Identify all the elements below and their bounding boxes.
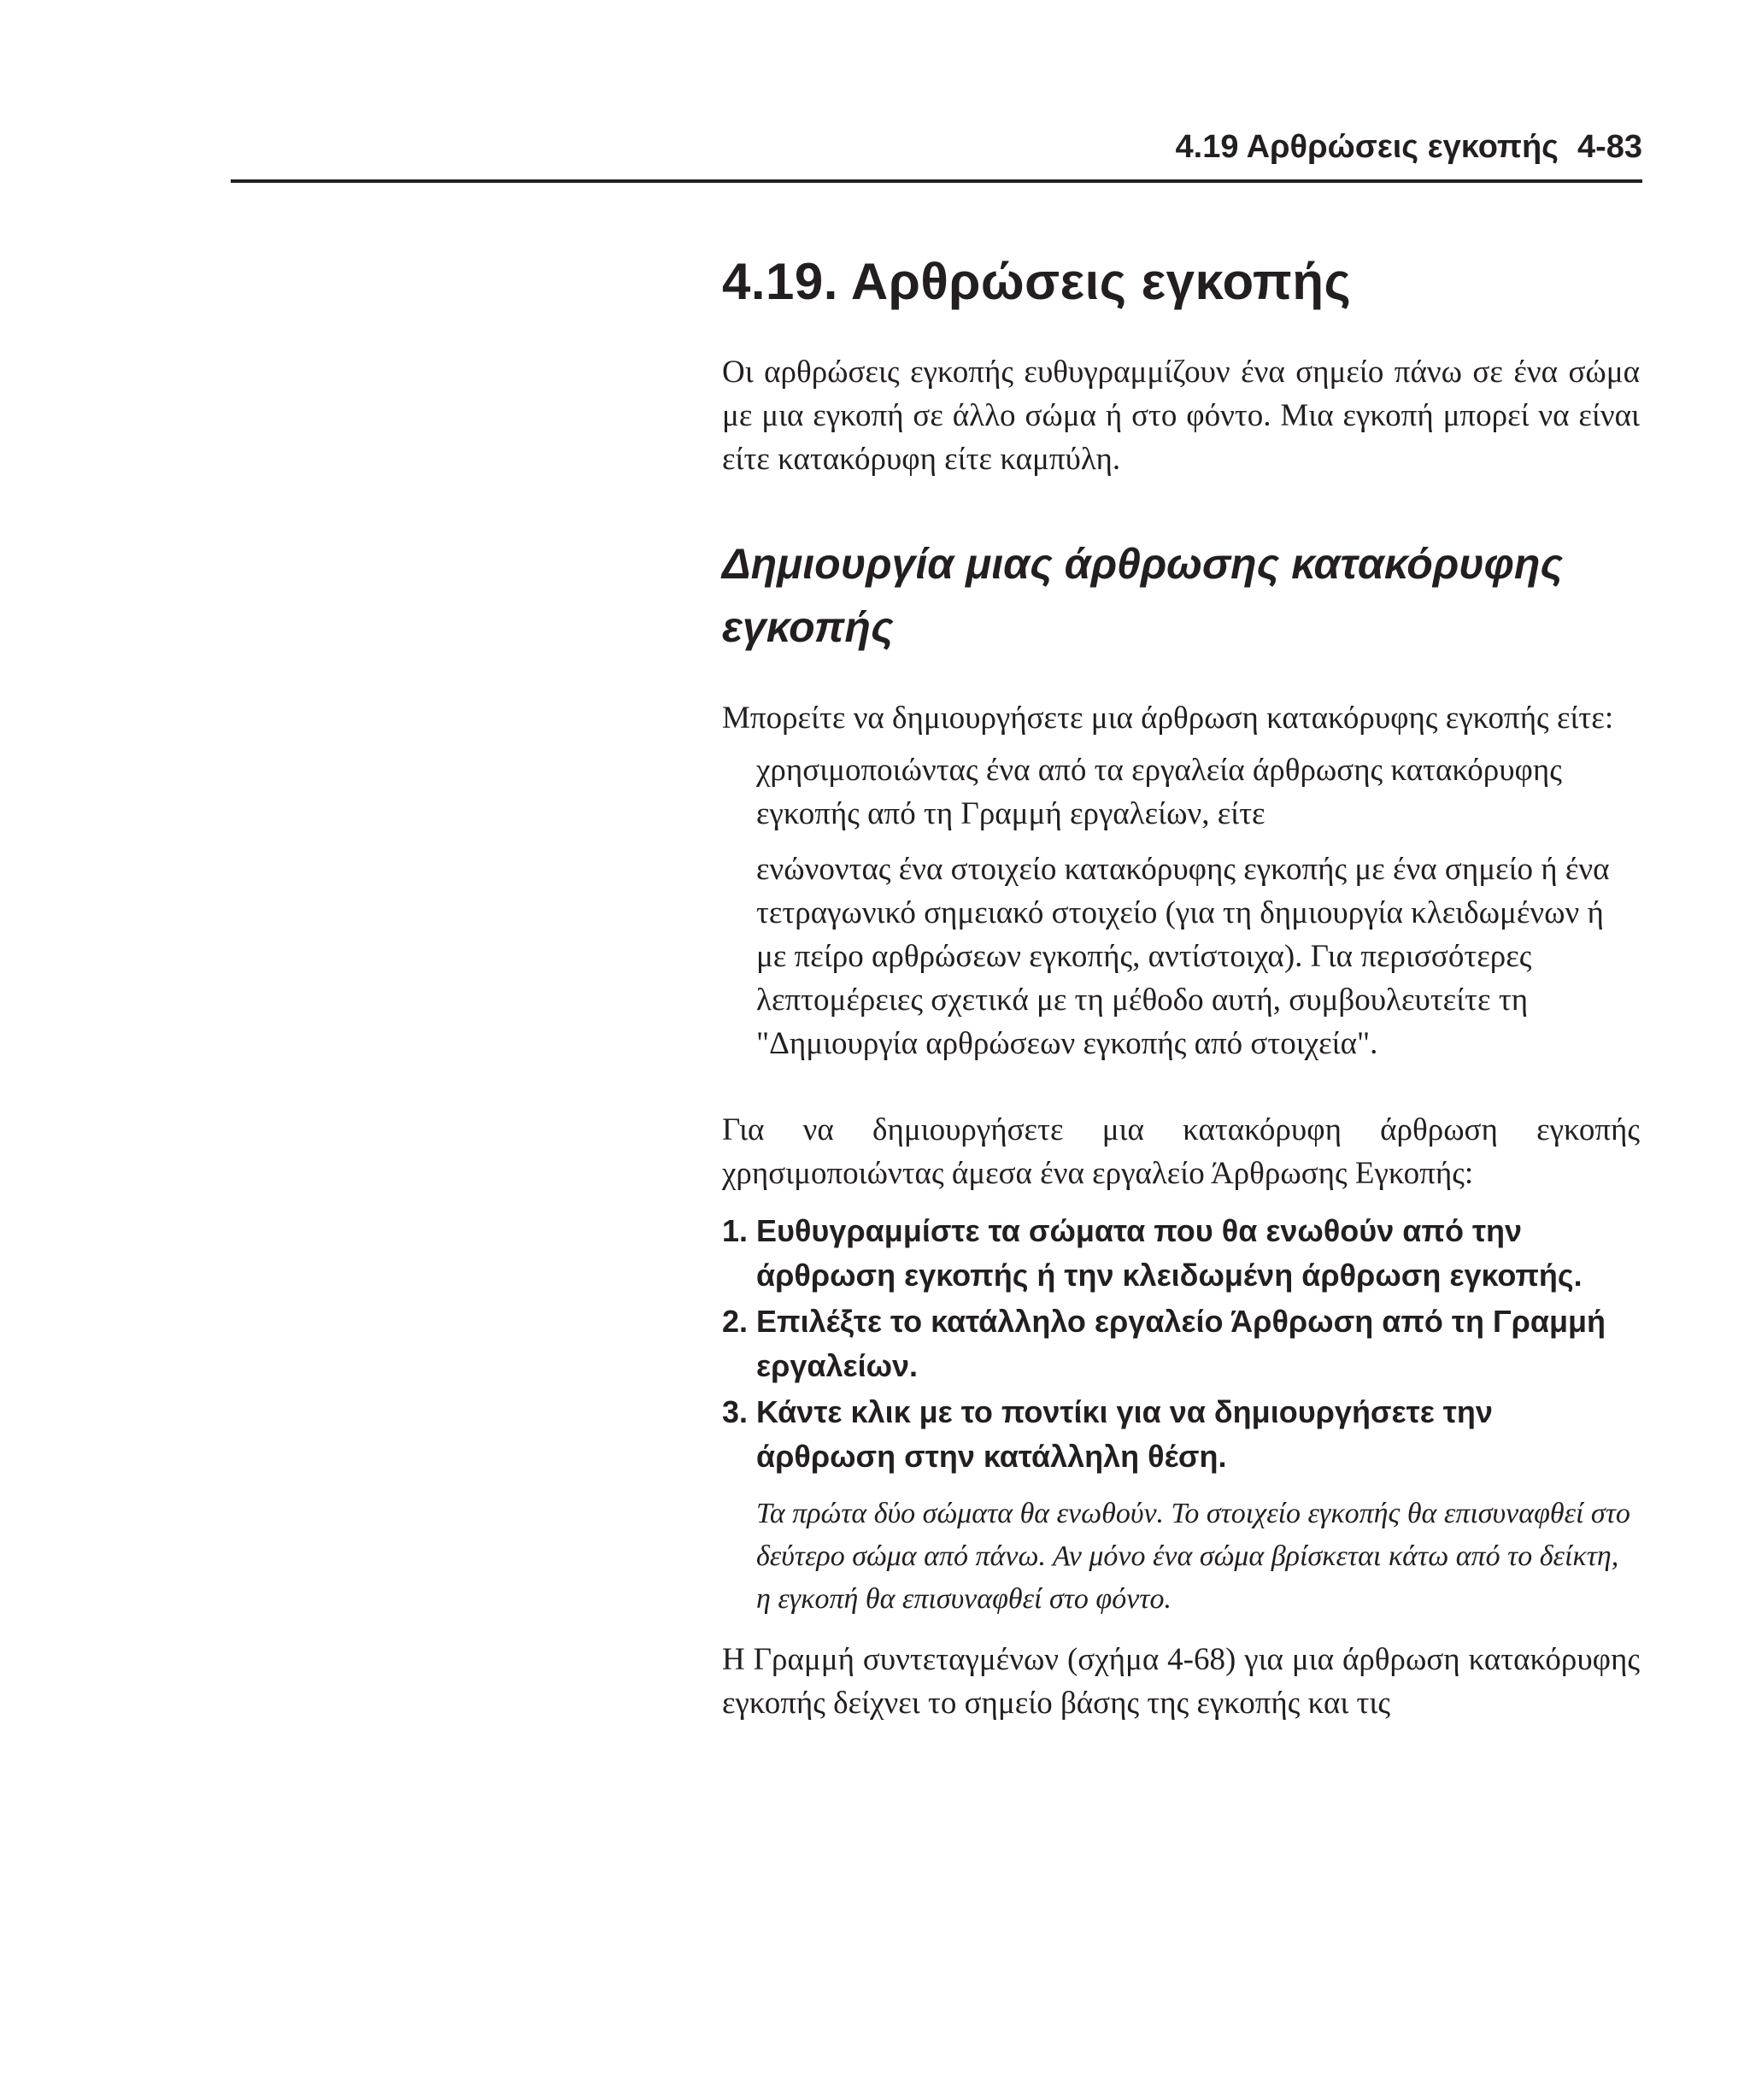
lead-paragraph: Μπορείτε να δημιουργήσετε μια άρθρωση κατακόρυφης εγκοπής είτε: [722,701,1614,736]
running-header [231,121,1642,183]
step-number: 3. [722,1394,749,1429]
intro-paragraph: Οι αρθρώσεις εγκοπής ευθυγραμμίζουν ένα σημείο πάνω σε ένα σώμα με μια εγκοπή σε άλλο σώμα ή στο φόντο. Μια εγκοπή μπορεί να είναι είτε κατακόρυφη είτε καμπύλη. [722,355,1640,477]
step-item [722,1390,1640,1479]
running-header-section: 4.19 Αρθρώσεις εγκοπής [1175,129,1559,165]
option-elements: ενώνοντας ένα στοιχείο κατακόρυφης εγκοπής με ένα σημείο ή ένα τετραγωνικό σημειακό στοιχείο (για τη δημιουργία κλειδωμένων ή με πείρο αρθρώσεων εγκοπής, αντίστοιχα). Για περισσότερες λεπτομέρειες σχετικά με τη μέθοδο αυτή, συμβουλευτείτε τη "Δημιουργία αρθρώσεων εγκοπής από στοιχεία". [756,852,1610,1061]
step-number: 1. [722,1213,749,1248]
step-number: 2. [722,1304,749,1339]
subsection-title: Δημιουργία μιας άρθρωσης κατακόρυφης εγκοπής [722,540,1564,651]
page-content [722,248,1640,1725]
procedure-intro: Για να δημιουργήσετε μια κατακόρυφη άρθρωση εγκοπής χρησιμοποιώντας άμεσα ένα εργαλείο Άρθρωσης Εγκοπής: [722,1112,1640,1191]
option-toolbar: χρησιμοποιώντας ένα από τα εργαλεία άρθρωσης κατακόρυφης εγκοπής από τη Γραμμή εργαλείων, είτε [756,753,1562,831]
steps-list [722,1209,1640,1479]
coordinates-paragraph: Η Γραμμή συντεταγμένων (σχήμα 4-68) για μια άρθρωση κατακόρυφης εγκοπής δείχνει το σημείο βάσης της εγκοπής και τις [722,1642,1640,1721]
section-title: 4.19. Αρθρώσεις εγκοπής [722,253,1352,310]
page-number: 4-83 [1577,129,1642,165]
step-item [722,1299,1640,1388]
step-item [722,1209,1640,1298]
step-text: Κάντε κλικ με το ποντίκι για να δημιουργήσετε την άρθρωση στην κατάλληλη θέση. [756,1394,1493,1474]
step-text: Επιλέξτε το κατάλληλο εργαλείο Άρθρωση από τη Γραμμή εργαλείων. [756,1304,1606,1383]
step-note: Τα πρώτα δύο σώματα θα ενωθούν. Το στοιχείο εγκοπής θα επισυναφθεί στο δεύτερο σώμα από πάνω. Αν μόνο ένα σώμα βρίσκεται κάτω από το δείκτη, η εγκοπή θα επισυναφθεί στο φόντο. [756,1498,1630,1615]
step-text: Ευθυγραμμίστε τα σώματα που θα ενωθούν από την άρθρωση εγκοπής ή την κλειδωμένη άρθρωση εγκοπής. [756,1213,1583,1293]
